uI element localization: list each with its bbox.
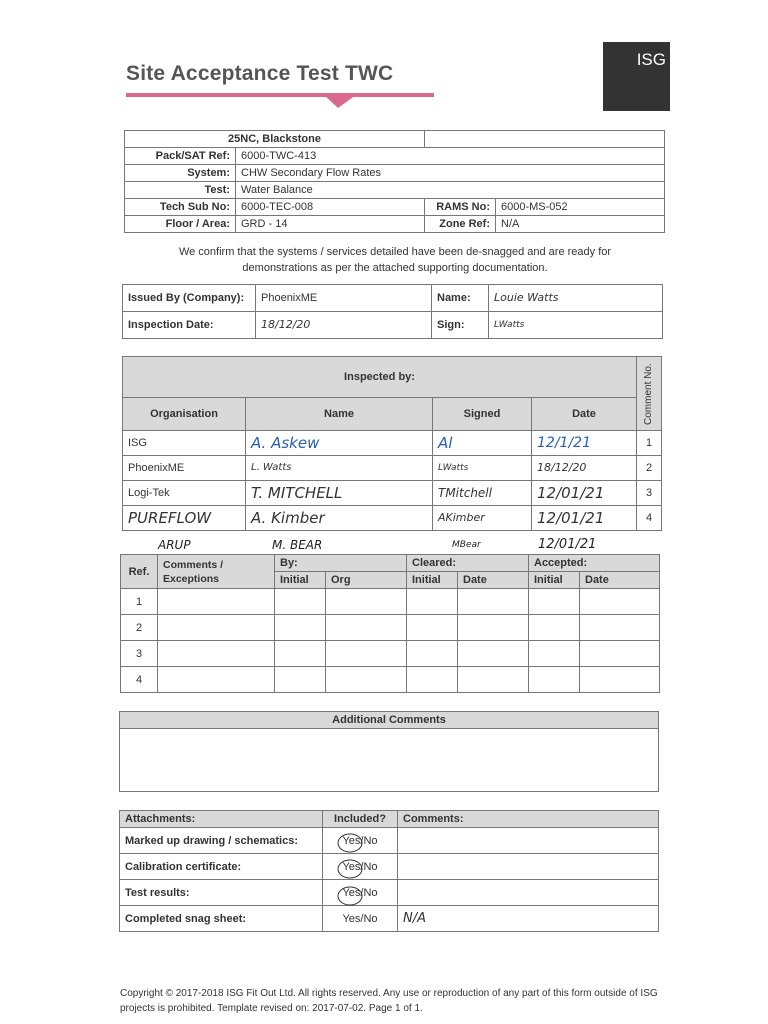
inspection-row <box>123 456 662 481</box>
inspected-by-title: Inspected by: <box>123 357 637 398</box>
row-signature: TMitchell <box>433 481 532 506</box>
inspection-row <box>123 481 662 506</box>
issued-by-table <box>122 284 663 339</box>
row-comment-no: 2 <box>637 456 662 481</box>
row-date: 12/01/21 <box>532 481 637 506</box>
comments-header: Comments / Exceptions <box>158 555 275 589</box>
by-initial-header: Initial <box>275 572 326 589</box>
pack-label: Pack/SAT Ref: <box>125 148 236 165</box>
techsub-label: Tech Sub No: <box>125 199 236 216</box>
comment-row <box>121 641 660 667</box>
attachments-table <box>119 810 659 932</box>
techsub-value: 6000-TEC-008 <box>236 199 425 216</box>
col-signed: Signed <box>433 398 532 431</box>
row-org: PUREFLOW <box>123 506 246 531</box>
comment-row <box>121 615 660 641</box>
issued-signature: LWatts <box>489 312 663 339</box>
comment-row <box>121 589 660 615</box>
inspection-date-value: 18/12/20 <box>256 312 432 339</box>
title-underline <box>124 88 436 112</box>
floor-label: Floor / Area: <box>125 216 236 233</box>
comments-table <box>120 554 660 693</box>
comment-ref: 1 <box>121 589 158 615</box>
by-org-header: Org <box>326 572 407 589</box>
page-title: Site Acceptance Test TWC <box>126 62 394 85</box>
attachment-row <box>120 880 659 906</box>
attachment-row <box>120 828 659 854</box>
rams-label: RAMS No: <box>425 199 496 216</box>
accepted-header: Accepted: <box>529 555 660 572</box>
attachment-included: Yes/No <box>323 854 398 880</box>
attachments-header: Attachments: <box>120 811 323 828</box>
comment-row <box>121 667 660 693</box>
site-name: 25NC, Blackstone <box>125 131 425 148</box>
cleared-header: Cleared: <box>407 555 529 572</box>
comment-no-header: Comment No. <box>643 362 654 425</box>
attachment-comment: N/A <box>398 906 659 932</box>
cleared-initial-header: Initial <box>407 572 458 589</box>
row-date: 18/12/20 <box>532 456 637 481</box>
issued-name-label: Name: <box>432 285 489 312</box>
row-name: A. Kimber <box>246 506 433 531</box>
attachment-label: Completed snag sheet: <box>120 906 323 932</box>
attachment-label: Test results: <box>120 880 323 906</box>
inspection-date-label: Inspection Date: <box>123 312 256 339</box>
row-signature: Al <box>433 431 532 456</box>
attachment-comment <box>398 828 659 854</box>
accepted-date-header: Date <box>580 572 660 589</box>
attachment-included: Yes/No <box>323 828 398 854</box>
attachment-comment <box>398 854 659 880</box>
cleared-date-header: Date <box>458 572 529 589</box>
company-value: PhoenixME <box>256 285 432 312</box>
test-value: Water Balance <box>236 182 665 199</box>
additional-comments-body <box>120 729 659 792</box>
row-comment-no: 4 <box>637 506 662 531</box>
row-signature: AKimber <box>433 506 532 531</box>
attachment-row <box>120 906 659 932</box>
row-name: T. MITCHELL <box>246 481 433 506</box>
attachment-row <box>120 854 659 880</box>
by-header: By: <box>275 555 407 572</box>
col-date: Date <box>532 398 637 431</box>
inspection-row <box>123 506 662 531</box>
floor-value: GRD - 14 <box>236 216 425 233</box>
comment-ref: 3 <box>121 641 158 667</box>
pack-value: 6000-TWC-413 <box>236 148 665 165</box>
row-comment-no: 1 <box>637 431 662 456</box>
system-label: System: <box>125 165 236 182</box>
col-organisation: Organisation <box>123 398 246 431</box>
system-value: CHW Secondary Flow Rates <box>236 165 665 182</box>
row-signature: LWatts <box>433 456 532 481</box>
accepted-initial-header: Initial <box>529 572 580 589</box>
zone-value: N/A <box>496 216 665 233</box>
attachment-comments-header: Comments: <box>398 811 659 828</box>
extra-signature: MBear <box>452 540 481 550</box>
attachment-included: Yes/No <box>323 906 398 932</box>
isg-logo: ISG <box>603 42 670 111</box>
comment-ref: 4 <box>121 667 158 693</box>
comment-ref: 2 <box>121 615 158 641</box>
confirmation-statement: We confirm that the systems / services detailed have been de-snagged and are ready for demonstrations as per the attached supporting documentation. <box>178 246 612 274</box>
attachment-included: Yes/No <box>323 880 398 906</box>
extra-org: ARUP <box>158 538 191 552</box>
attachment-label: Calibration certificate: <box>120 854 323 880</box>
attachment-comment <box>398 880 659 906</box>
additional-comments-title: Additional Comments <box>120 712 659 729</box>
sign-label: Sign: <box>432 312 489 339</box>
ref-header: Ref. <box>121 555 158 589</box>
inspected-by-table <box>122 356 662 531</box>
inspection-row <box>123 431 662 456</box>
row-org: PhoenixME <box>123 456 246 481</box>
test-label: Test: <box>125 182 236 199</box>
row-name: L. Watts <box>246 456 433 481</box>
company-label: Issued By (Company): <box>123 285 256 312</box>
rams-value: 6000-MS-052 <box>496 199 665 216</box>
copyright-footer: Copyright © 2017-2018 ISG Fit Out Ltd. All rights reserved. Any use or reproduction of any part of this form outside of ISG projects is prohibited. Template revised on: 2017-07-02. Page 1 of 1. <box>120 988 658 1014</box>
extra-date: 12/01/21 <box>538 537 597 552</box>
attachment-label: Marked up drawing / schematics: <box>120 828 323 854</box>
col-name: Name <box>246 398 433 431</box>
row-org: ISG <box>123 431 246 456</box>
issued-name-value: Louie Watts <box>489 285 663 312</box>
additional-comments-box <box>119 711 659 792</box>
zone-label: Zone Ref: <box>425 216 496 233</box>
project-info-table <box>124 130 665 233</box>
row-date: 12/1/21 <box>532 431 637 456</box>
row-name: A. Askew <box>246 431 433 456</box>
row-comment-no: 3 <box>637 481 662 506</box>
included-header: Included? <box>323 811 398 828</box>
row-org: Logi-Tek <box>123 481 246 506</box>
extra-name: M. BEAR <box>272 538 323 552</box>
yes-circles <box>336 832 366 912</box>
row-date: 12/01/21 <box>532 506 637 531</box>
